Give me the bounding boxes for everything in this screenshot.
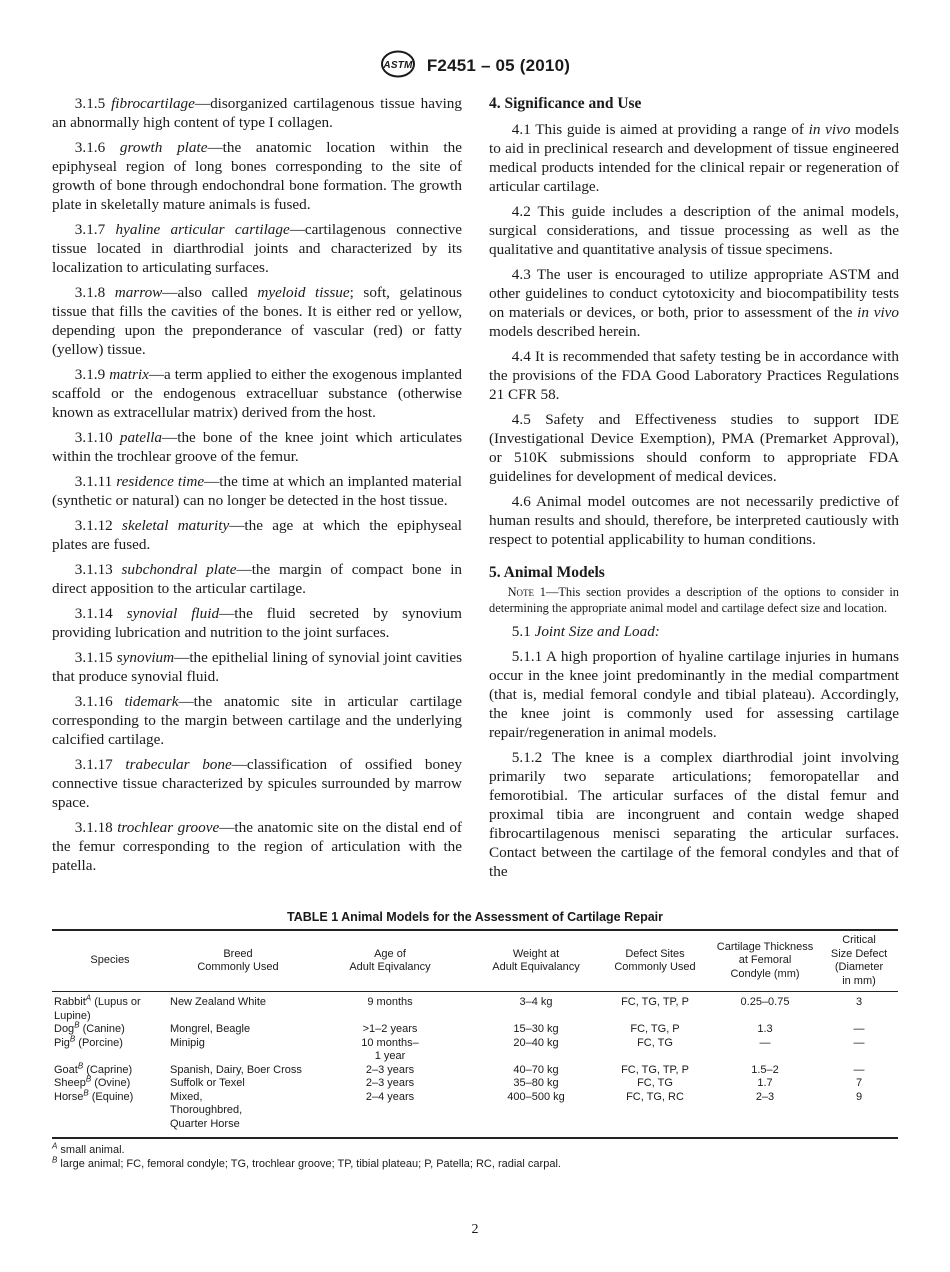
table-row xyxy=(52,1064,898,1078)
weight-cell: 400–500 kg xyxy=(507,1090,565,1103)
breed-cell: Mixed, Thoroughbred, Quarter Horse xyxy=(170,1090,243,1130)
column-header: Age of Adult Eqivalancy xyxy=(308,930,472,992)
breed-cell: Spanish, Dairy, Boer Cross xyxy=(170,1063,302,1076)
column-header: Weight at Adult Equivalancy xyxy=(472,930,600,992)
section-4-heading: 4. Significance and Use xyxy=(489,95,642,112)
page-header xyxy=(0,52,950,80)
definition-3-1-14: 3.1.14 synovial fluid—the fluid secreted by synovium providing lubrication and nutrition to the joint surfaces. xyxy=(52,605,462,641)
paragraph-5-1: 5.1 Joint Size and Load: xyxy=(511,623,660,640)
column-header: Defect Sites Commonly Used xyxy=(600,930,710,992)
thickness-cell: 1.7 xyxy=(757,1077,773,1089)
table-footnotes xyxy=(52,1143,898,1171)
age-cell: 10 months– 1 year xyxy=(361,1036,419,1062)
definition-3-1-9: 3.1.9 matrix—a term applied to either the exogenous implanted scaffold or the endogenous extracelluar substance (otherwise known as extracellular matrix) derived from the host. xyxy=(52,366,463,421)
column-header: Cartilage Thickness at Femoral Condyle (mm) xyxy=(710,930,820,992)
sites-cell: FC, TG, P xyxy=(630,1023,680,1035)
paragraph-5-1-1: 5.1.1 A high proportion of hyaline cartilage injuries in humans occur in the knee joint predominantly in the medial compartment (that is, medial femoral condyle and tibial plateau). Accordingly, the knee joint is commonly used for assessing cartilage repair/regeneration in animal models. xyxy=(489,648,899,741)
column-header: Breed Commonly Used xyxy=(168,930,308,992)
definition-3-1-7: 3.1.7 hyaline articular cartilage—cartilagenous connective tissue located in diarthrodial joints and characterized by its localization to articulating surfaces. xyxy=(52,221,463,276)
table-header-row xyxy=(52,930,898,992)
sites-cell: FC, TG, RC xyxy=(626,1090,684,1103)
document-id: F2451 – 05 (2010) xyxy=(426,56,571,75)
breed-cell: Suffolk or Texel xyxy=(170,1077,245,1089)
thickness-cell: 1.5–2 xyxy=(751,1063,779,1076)
table-row xyxy=(52,1091,898,1139)
note-1: Note 1—This section provides a description of the options to consider in determining the appropriate animal model and cartilage defect size and location. xyxy=(489,585,899,615)
critical-cell: — xyxy=(853,1063,865,1076)
weight-cell: 40–70 kg xyxy=(513,1063,559,1076)
age-cell: 2–3 years xyxy=(365,1077,415,1089)
breed-cell: Minipig xyxy=(170,1036,205,1049)
definition-3-1-13: 3.1.13 subchondral plate—the margin of compact bone in direct apposition to the articular cartilage. xyxy=(52,561,463,597)
column-header: Species xyxy=(52,930,168,992)
breed-cell: Mongrel, Beagle xyxy=(170,1023,251,1035)
species-cell: Dog$^B$ (Canine) xyxy=(54,1020,125,1035)
thickness-cell: — xyxy=(759,1036,771,1049)
paragraph-5-1-2: 5.1.2 The knee is a complex diarthrodial joint involving primarily two separate articulations; femoropatellar and femorotibial. The articular surfaces of the distal femur and proximal tibia are incongruent and contain wedge shaped fibrocartilagenous menisci separating the articular surfaces. Contact between the cartilage of the femoral condyles and that of the xyxy=(489,749,899,880)
critical-cell: 7 xyxy=(855,1077,863,1089)
table-row xyxy=(52,1077,898,1091)
species-cell: Rabbit$^A$ (Lupus or Lupine) xyxy=(54,993,141,1022)
age-cell: 2–3 years xyxy=(365,1063,415,1076)
thickness-cell: 0.25–0.75 xyxy=(740,996,790,1008)
paragraph-4-2: 4.2 This guide includes a description of the animal models, surgical considerations, and tissue processing as well as the qualitative and quantitative analysis of tissue specimens. xyxy=(489,203,899,258)
column-header: Critical Size Defect (Diameter in mm) xyxy=(820,930,898,992)
paragraph-4-5: 4.5 Safety and Effectiveness studies to support IDE (Investigational Device Exemption), PMA (Premarket Approval), or 510K submissions should conform to appropriate FDA guidelines for development of medical devices. xyxy=(489,411,899,485)
left-column xyxy=(52,94,462,881)
paragraph-4-3: 4.3 The user is encouraged to utilize appropriate ASTM and other guidelines to conduct cytotoxicity and biocompatibility tests on materials or devices, or both, prior to assessment of the in vivo models described herein. xyxy=(489,266,899,340)
sites-cell: FC, TG xyxy=(637,1036,673,1049)
definition-3-1-15: 3.1.15 synovium—the epithelial lining of synovial joint cavities that produce synovial fluid. xyxy=(52,649,463,685)
table-row xyxy=(52,1037,898,1064)
table-row xyxy=(52,992,898,1024)
definition-3-1-8: 3.1.8 marrow—also called myeloid tissue; soft, gelatinous tissue that fills the cavities of the bones. It is either red or yellow, depending upon the preponderance of vascular (red) or fatty (yellow) tissue. xyxy=(52,284,462,358)
definition-3-1-18: 3.1.18 trochlear groove—the anatomic site on the distal end of the femur corresponding to the region of articulation with the patella. xyxy=(52,819,462,874)
species-cell: Horse$^B$ (Equine) xyxy=(54,1087,134,1103)
thickness-cell: 2–3 xyxy=(755,1090,775,1103)
sites-cell: FC, TG, TP, P xyxy=(621,1063,689,1076)
section-5-heading: 5. Animal Models xyxy=(489,564,605,581)
weight-cell: 35–80 kg xyxy=(513,1077,559,1089)
age-cell: >1–2 years xyxy=(362,1023,418,1035)
definition-3-1-17: 3.1.17 trabecular bone—classification of ossified boney connective tissue characterized by spicules surrounded by marrow space. xyxy=(52,756,463,811)
species-cell: Pig$^B$ (Porcine) xyxy=(54,1033,123,1049)
age-cell: 2–4 years xyxy=(365,1090,415,1103)
right-column xyxy=(489,94,899,887)
page-number: 2 xyxy=(471,1222,479,1237)
animal-models-table xyxy=(52,929,898,1139)
table-row xyxy=(52,1023,898,1037)
footnote-b: $^B$ large animal; FC, femoral condyle; TG, trochlear groove; TP, tibial plateau; P, Patella; RC, radial carpal. xyxy=(52,1155,561,1170)
breed-cell: New Zealand White xyxy=(170,996,266,1008)
table-1 xyxy=(52,910,898,1171)
table-body xyxy=(52,992,898,1139)
critical-cell: 3 xyxy=(855,996,863,1008)
sites-cell: FC, TG xyxy=(637,1077,673,1089)
critical-cell: 9 xyxy=(855,1090,863,1103)
table-title: TABLE 1 Animal Models for the Assessment of Cartilage Repair xyxy=(286,910,663,924)
species-cell: Goat$^B$ (Caprine) xyxy=(54,1060,133,1076)
definition-3-1-16: 3.1.16 tidemark—the anatomic site in articular cartilage corresponding to the margin between cartilage and the underlying calcified cartilage. xyxy=(52,693,462,748)
paragraph-4-4: 4.4 It is recommended that safety testing be in accordance with the provisions of the FDA Good Laboratory Practices Regulations 21 CFR 58. xyxy=(489,348,899,403)
weight-cell: 20–40 kg xyxy=(513,1036,559,1049)
thickness-cell: 1.3 xyxy=(757,1023,773,1035)
definition-3-1-12: 3.1.12 skeletal maturity—the age at which the epiphyseal plates are fused. xyxy=(52,517,462,553)
definition-3-1-5: 3.1.5 fibrocartilage—disorganized cartilagenous tissue having an abnormally high content of type I collagen. xyxy=(52,95,462,131)
paragraph-4-1: 4.1 This guide is aimed at providing a range of in vivo models to aid in preclinical research and development of tissue engineered medical products intended for the clinical repair or regeneration of articular cartilage. xyxy=(489,121,899,195)
definition-3-1-11: 3.1.11 residence time—the time at which an implanted material (synthetic or natural) can no longer be detected in the host tissue. xyxy=(52,473,462,509)
weight-cell: 15–30 kg xyxy=(513,1023,559,1035)
paragraph-4-6: 4.6 Animal model outcomes are not necessarily predictive of human results and should, therefore, be interpreted cautiously with respect to potential applicability to human conditions. xyxy=(489,493,899,548)
sites-cell: FC, TG, TP, P xyxy=(621,996,689,1008)
definition-3-1-6: 3.1.6 growth plate—the anatomic location within the epiphyseal region of long bones corresponding to the site of growth of bone through endochondral bone formation. The growth plate in skeletally mature animals is fused. xyxy=(52,139,462,213)
astm-logo-icon xyxy=(380,50,416,78)
svg-text:ASTM: ASTM xyxy=(383,60,413,71)
species-cell: Sheep$^B$ (Ovine) xyxy=(54,1074,131,1089)
critical-cell: — xyxy=(853,1036,865,1049)
critical-cell: — xyxy=(853,1023,865,1035)
footnote-a: $^A$ small animal. xyxy=(52,1141,125,1156)
definition-3-1-10: 3.1.10 patella—the bone of the knee joint which articulates within the trochlear groove of the femur. xyxy=(52,429,463,465)
weight-cell: 3–4 kg xyxy=(519,996,553,1008)
age-cell: 9 months xyxy=(367,996,413,1008)
